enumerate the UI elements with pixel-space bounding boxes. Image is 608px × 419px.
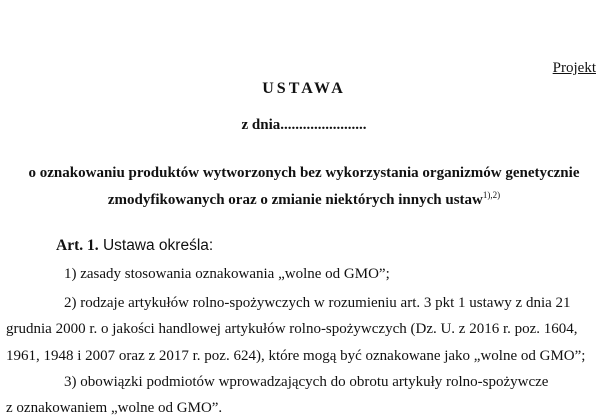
article-intro-text: Ustawa określa: [102, 237, 214, 254]
article-1-intro [56, 237, 213, 255]
projekt-label: Projekt [552, 60, 596, 76]
article-point-3-cont: z oznakowaniem „wolne od GMO”. [6, 400, 223, 416]
title-line-2 [0, 190, 608, 209]
footnote-reference: 1),2) [482, 190, 501, 200]
article-point-2-cont-1: grudnia 2000 r. o jakości handlowej artykułów rolno-spożywczych (Dz. U. z 2016 r. poz. 1604, [6, 321, 578, 337]
document-type-heading: USTAWA [262, 80, 346, 97]
title-line-2-text: zmodyfikowanych oraz o zmianie niektórych innych ustaw [107, 192, 483, 208]
article-point-2-cont-2: 1961, 1948 i 2007 oraz z 2017 r. poz. 624), które mogą być oznakowane jako „wolne od GMO”; [6, 348, 586, 364]
article-label: Art. 1. [56, 237, 99, 254]
article-point-1: 1) zasady stosowania oznakowania „wolne od GMO”; [64, 266, 390, 282]
date-line: z dnia....................... [241, 117, 367, 133]
title-line-1: o oznakowaniu produktów wytworzonych bez wykorzystania organizmów genetycznie [28, 165, 580, 181]
article-point-2: 2) rodzaje artykułów rolno-spożywczych w rozumieniu art. 3 pkt 1 ustawy z dnia 21 [64, 295, 571, 311]
article-point-3: 3) obowiązki podmiotów wprowadzających do obrotu artykuły rolno-spożywcze [64, 374, 549, 390]
